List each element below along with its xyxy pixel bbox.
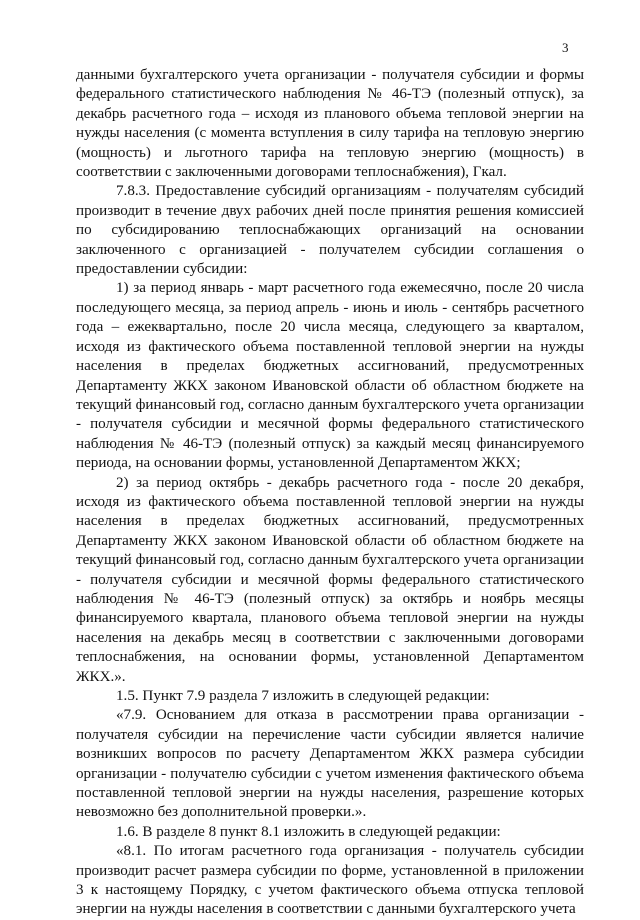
paragraph-8-1: «8.1. По итогам расчетного года организация - получатель субсидии производит расчет размера субсидии по форме, установленной в приложении 3 к настоящему Порядку, с учетом фактического объема отпуска тепловой энергии на нужды населения в соответствии с данными бухгалтерского учета <box>76 843 584 918</box>
page-number: 3 <box>562 40 569 55</box>
paragraph-7-9: «7.9. Основанием для отказа в рассмотрении права организации - получателя субсидии на перечисление части субсидии является наличие возникших вопросов по расчету Департаментом ЖКХ размера субсидии организации - получателю субсидии с учетом изменения фактического объема поставленной тепловой энергии на нужды населения, разрешение которых невозможно без дополнительной проверки.». <box>76 707 584 821</box>
document-body <box>76 66 584 920</box>
paragraph-item-1: 1) за период январь - март расчетного года ежемесячно, после 20 числа последующего месяца, за период апрель - июнь и июль - сентябрь расчетного года – ежеквартально, после 20 числа месяца, следующего за кварталом, исходя из фактического объема поставленной тепловой энергии на нужды населения в пределах бюджетных ассигнований, предусмотренных Департаменту ЖКХ законом Ивановской области об областном бюджете на текущий финансовый год, согласно данным бухгалтерского учета организации - получателя субсидии и месячной формы федерального статистического наблюдения № 46-ТЭ (полезный отпуск) за каждый месяц финансируемого периода, на основании формы, установленной Департаментом ЖКХ; <box>76 280 584 472</box>
paragraph-1-5: 1.5. Пункт 7.9 раздела 7 изложить в следующей редакции: <box>116 688 490 704</box>
paragraph-1-6: 1.6. В разделе 8 пункт 8.1 изложить в следующей редакции: <box>116 823 501 840</box>
paragraph-continued-text: данными бухгалтерского учета организации - получателя субсидии и формы федерального статистического наблюдения № 46-ТЭ (полезный отпуск), за декабрь расчетного года – исходя из планового объема тепловой энергии на нужды населения (с момента вступления в силу тарифа на тепловую энергию (мощность) и льготного тарифа на тепловую энергию (мощность) в соответствии с заключенными договорами теплоснабжения), Гкал. <box>76 67 584 181</box>
paragraph-item-2: 2) за период октябрь - декабрь расчетного года - после 20 декабря, исходя из фактического объема поставленной тепловой энергии на нужды населения в пределах бюджетных ассигнований, предусмотренных Департаменту ЖКХ законом Ивановской области об областном бюджете на текущий финансовый год, согласно данным бухгалтерского учета организации - получателя субсидии и месячной формы федерального статистического наблюдения № 46-ТЭ (полезный отпуск) за октябрь и ноябрь месяцы финансируемого квартала, планового объема тепловой энергии на нужды населения на декабрь месяц в соответствии с заключенными договорами теплоснабжения, на основании формы, установленной Департаментом ЖКХ.». <box>76 474 584 685</box>
paragraph-7-8-3: 7.8.3. Предоставление субсидий организациям - получателям субсидий производит в течение двух рабочих дней после принятия решения комиссией по субсидированию теплоснабжающих организаций на основании заключенного с организацией - получателем субсидии соглашения о предоставлении субсидии: <box>76 183 584 278</box>
